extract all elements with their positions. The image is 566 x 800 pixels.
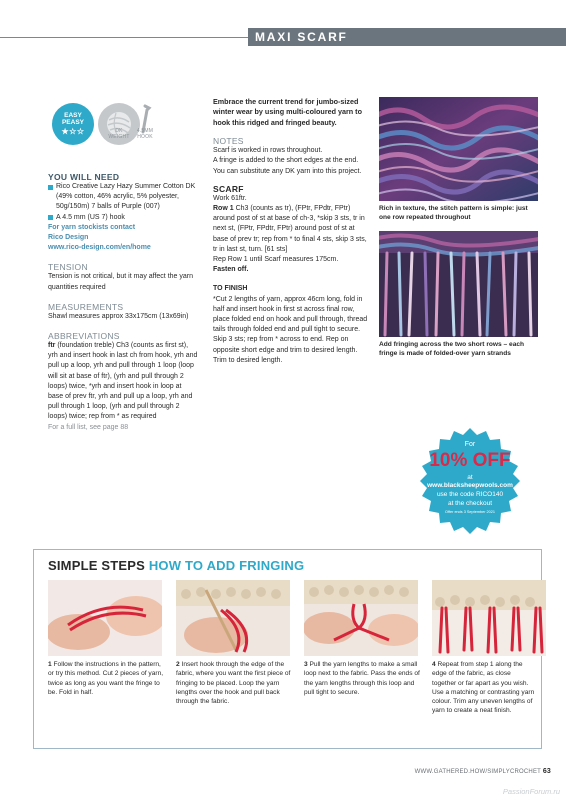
finish-trim: Trim to desired length. [213, 356, 283, 364]
offer-at: at [467, 474, 473, 481]
step-description: Repeat from step 1 along the edge of the fabric, as close together or far apart as you wish. Use a matching or contrasting yarn colour. Trim any uneven lengths of yarn to create a neat finish. [432, 661, 535, 715]
step-description: Insert hook through the edge of the fabric, where you want the first piece of fringing to be placed. Loop the yarn lengths over the hook and pull back through the fabric. [176, 661, 291, 706]
steps-title-part-2: HOW TO ADD FRINGING [148, 558, 305, 573]
step-1-text [48, 660, 165, 697]
offer-expiry: Offer ends 3 September 2021 [445, 510, 495, 514]
notes-line: You can substitute any DK yarn into this project. [213, 167, 362, 175]
notes-heading: NOTES [213, 136, 244, 147]
hook-size-caption [131, 128, 159, 140]
offer-discount: 10% OFF [429, 450, 511, 471]
offer-checkout: at the checkout [447, 500, 493, 507]
step-2-text [176, 660, 293, 706]
hook-caption-1: 4.5MM [136, 128, 154, 134]
step-number: 2 [176, 661, 180, 668]
measurements-heading: MEASUREMENTS [48, 301, 124, 312]
step-3-photo [304, 580, 418, 656]
scarf-work: Work 61ftr. [213, 194, 247, 202]
yarn-caption-1: DK [115, 128, 123, 134]
page-title: MAXI SCARF [255, 30, 348, 44]
row-1-text: Ch3 (counts as tr), (FPtr, FPdtr, FPtr) around post of st at base of ch-3, *skip 3 sts, tr in next st, (FPtr, FPdtr, FPtr) around post of st at base of prev tr; rep from * to final 4 sts, skip 3 sts, tr in last st, turn. [61 sts] [213, 205, 367, 253]
offer-for: For [464, 441, 476, 448]
notes-line: A fringe is added to the short edges at the end. [213, 157, 359, 165]
materials-item: A 4.5 mm (US 7) hook [48, 213, 198, 223]
badge-line-1: EASY [64, 112, 82, 119]
step-4-photo [432, 580, 546, 656]
middle-column [213, 97, 371, 366]
scarf-repeat: Rep Row 1 until Scarf measures 175cm. [213, 256, 339, 264]
step-1-photo [48, 580, 162, 656]
measurements-text: Shawl measures approx 33x175cm (13x69in) [48, 312, 189, 320]
photo-caption-texture: Rich in texture, the stitch pattern is simple: just one row repeated throughout [379, 205, 528, 222]
abbreviation-term: ftr [48, 342, 56, 350]
left-column [48, 172, 198, 433]
step-number: 1 [48, 661, 52, 668]
step-4-text [432, 660, 536, 716]
photo-caption-fringe: Add fringing across the two short rows – each fringe is made of folded-over yarn strands [379, 341, 525, 358]
stockists-link[interactable]: www.rico-design.com/en/home [48, 244, 151, 252]
you-will-need-heading: YOU WILL NEED [48, 172, 120, 182]
badge-line-2: PEASY [61, 119, 85, 126]
watermark: PassionForum.ru [502, 787, 560, 796]
abbreviation-definition: (foundation treble) Ch3 (counts as first st), yrh and insert hook in last ch from hook, yrh and pull up a loop, yrh and pull through 1 loop (loop will sit at base of ftr), (yrh and pull through 2 loops) twice, *yrh and insert hook in loop at base of prev ftr, yrh and pull up a loop, yrh and pull through 1 loop, (yrh and pull through 2 loops) twice; rep from * as required [48, 342, 198, 421]
scarf-row-1 [213, 204, 371, 255]
yarn-caption-2: WEIGHT [108, 134, 130, 140]
offer-url[interactable]: www.blacksheepwools.com [427, 482, 513, 489]
scarf-heading: SCARF [213, 183, 244, 194]
finish-text: *Cut 2 lengths of yarn, approx 46cm long, fold in half and insert hook in first st across final row, place folded end on hook and pull through, thread tails through folded end and pull tight to secure. Skip 3 sts; rep from * across to end. Rep on opposite short edge and trim to desired length. [213, 295, 368, 354]
abbreviations-heading: ABBREVIATIONS [48, 331, 120, 342]
difficulty-stars: ★☆☆ [61, 127, 85, 136]
page-footer [415, 768, 551, 775]
step-2-photo [176, 580, 290, 656]
stitch-texture-photo [379, 97, 538, 201]
page-number: 63 [542, 768, 551, 775]
row-1-label: Row 1 [213, 205, 234, 213]
materials-item: Rico Creative Lazy Hazy Summer Cotton DK (49% cotton, 46% acrylic, 5% polyester, 50g/150m) 7 balls of Purple (007) [48, 182, 198, 213]
step-description: Pull the yarn lengths to make a small loop next to the fabric. Pass the ends of the yarn lengths through this loop and pull tight to secure. [304, 661, 420, 696]
fringe-photo [379, 231, 538, 337]
abbreviation-entry [48, 341, 198, 423]
step-number: 4 [432, 661, 436, 668]
steps-title-part-1: SIMPLE STEPS [48, 558, 146, 573]
step-description: Follow the instructions in the pattern, or try this method. Cut 2 pieces of yarn, twice as long as you want the fringe to be. Fold in half. [48, 661, 164, 696]
full-list-reference: For a full list, see page 88 [48, 423, 129, 431]
tension-text: Tension is not critical, but it may affect the yarn quantities required [48, 273, 193, 291]
step-number: 3 [304, 661, 308, 668]
stockists-name: Rico Design [48, 234, 89, 242]
scarf-fasten-off: Fasten off. [213, 266, 249, 274]
stockists-line: For yarn stockists contact [48, 223, 136, 231]
hook-caption-2: HOOK [137, 134, 153, 140]
notes-line: Scarf is worked in rows throughout. [213, 147, 323, 155]
step-3-text [304, 660, 421, 697]
tension-heading: TENSION [48, 262, 88, 273]
footer-url[interactable]: WWW.GATHERED.HOW/SIMPLYCROCHET [414, 769, 541, 775]
finish-heading: TO FINISH [213, 285, 248, 293]
intro-text: Embrace the current trend for jumbo-sized winter wear by using multi-coloured yarn to hook this ridged and fringed beauty. [213, 97, 362, 127]
easy-peasy-badge [52, 103, 94, 145]
offer-code: use the code RICO140 [436, 491, 504, 498]
simple-steps-title [48, 558, 304, 574]
